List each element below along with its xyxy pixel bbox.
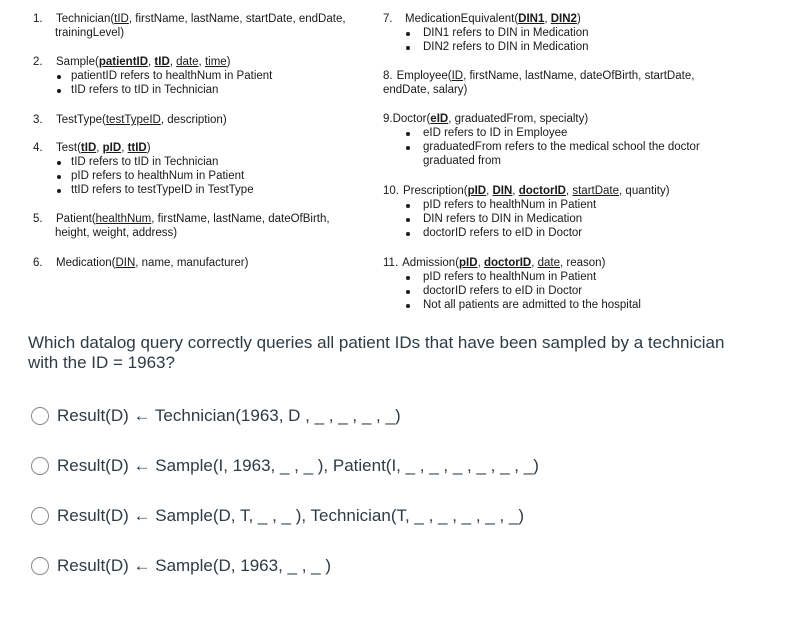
- signature-text: , firstName, lastName, dateOfBirth, startDate,: [463, 70, 695, 82]
- signature-text: , firstName, lastName, startDate, endDate,: [128, 13, 346, 25]
- foreign-key-note-continuation: graduated from: [423, 155, 501, 167]
- signature-text: Technician(: [56, 13, 115, 25]
- key-attribute: ID: [451, 70, 464, 82]
- key-attribute: pID: [467, 185, 487, 197]
- relation-signature: [33, 141, 254, 155]
- foreign-key-list: [33, 155, 254, 197]
- schema-item-1: [33, 12, 346, 40]
- key-attribute: patientID: [98, 56, 149, 68]
- signature-text: , quantity): [619, 185, 670, 197]
- foreign-key-note: DIN2 refers to DIN in Medication: [383, 40, 589, 54]
- relation-signature: [33, 12, 346, 26]
- key-attribute: tID: [114, 13, 129, 25]
- item-number: 7.: [383, 13, 393, 25]
- item-number: 3.: [33, 114, 43, 126]
- schema-item-5: [33, 212, 330, 240]
- signature-text: ,: [565, 185, 573, 197]
- foreign-key-note: DIN refers to DIN in Medication: [383, 212, 670, 226]
- relation-signature: [33, 55, 272, 69]
- item-number: 11.: [383, 257, 399, 269]
- answer-option-4[interactable]: [31, 554, 331, 578]
- signature-text: ,: [121, 142, 128, 154]
- radio-button[interactable]: [31, 407, 49, 425]
- key-attribute: pID: [102, 142, 122, 154]
- signature-text: , description): [160, 114, 227, 126]
- item-number: 4.: [33, 142, 43, 154]
- item-number: 9.: [383, 113, 393, 125]
- signature-text: ): [226, 56, 231, 68]
- foreign-key-note: ttID refers to testTypeID in TestType: [33, 183, 254, 197]
- signature-text: , firstName, lastName, dateOfBirth,: [151, 213, 330, 225]
- signature-text: ,: [477, 257, 484, 269]
- signature-text: Test(: [56, 142, 81, 154]
- key-attribute: healthNum: [95, 213, 152, 225]
- signature-continuation: height, weight, address): [55, 227, 178, 239]
- signature-text: ): [146, 142, 151, 154]
- relation-signature: [33, 113, 227, 127]
- signature-text: Medication(: [56, 257, 116, 269]
- key-attribute: startDate: [572, 185, 620, 197]
- signature-text: ): [576, 13, 581, 25]
- signature-text: , graduatedFrom, specialty): [448, 113, 589, 125]
- key-attribute: DIN1: [518, 13, 545, 25]
- answer-option-label: Result(D) ← Sample(D, T, _ , _ ), Technician(T, _ , _ , _ , _ , _): [57, 506, 525, 525]
- foreign-key-list: [383, 26, 589, 54]
- signature-continuation: endDate, salary): [383, 84, 468, 96]
- foreign-key-list: [33, 69, 272, 97]
- signature-text: Prescription(: [403, 185, 468, 197]
- key-attribute: pID: [459, 257, 478, 269]
- foreign-key-note: doctorID refers to eID in Doctor: [383, 284, 641, 298]
- foreign-key-note: eID refers to ID in Employee: [383, 126, 700, 140]
- relation-signature: [383, 256, 641, 270]
- foreign-key-list: [383, 198, 670, 240]
- foreign-key-note: doctorID refers to eID in Doctor: [383, 226, 670, 240]
- foreign-key-list: [383, 126, 700, 168]
- signature-text: Patient(: [56, 213, 96, 225]
- signature-text: Sample(: [56, 56, 99, 68]
- radio-button[interactable]: [31, 457, 49, 475]
- answer-option-1[interactable]: [31, 404, 401, 428]
- schema-item-7: [383, 12, 589, 54]
- item-number: 6.: [33, 257, 43, 269]
- key-attribute: doctorID: [518, 185, 566, 197]
- schema-item-3: [33, 113, 227, 127]
- schema-item-10: [383, 184, 670, 240]
- schema-item-9: [383, 112, 700, 168]
- signature-text: Employee(: [396, 70, 452, 82]
- signature-text: Admission(: [402, 257, 460, 269]
- key-attribute: DIN2: [550, 13, 577, 25]
- answer-option-label: Result(D) ← Sample(D, 1963, _ , _ ): [57, 556, 331, 575]
- answer-option-3[interactable]: [31, 504, 524, 528]
- signature-text: ,: [198, 56, 205, 68]
- foreign-key-note: pID refers to healthNum in Patient: [383, 198, 670, 212]
- answer-option-label: Result(D) ← Technician(1963, D , _ , _ , _ , _): [57, 406, 401, 425]
- relation-signature: [33, 256, 248, 270]
- signature-text: ,: [531, 257, 538, 269]
- item-number: 5.: [33, 213, 43, 225]
- schema-item-8: [383, 69, 694, 97]
- key-attribute: tID: [80, 142, 97, 154]
- question-text: Which datalog query correctly queries all patient IDs that have been sampled by a technician with the ID = 1963?: [28, 333, 725, 372]
- signature-text: ,: [96, 142, 103, 154]
- schema-item-6: [33, 256, 248, 270]
- signature-text: ,: [486, 185, 493, 197]
- item-number: 10.: [383, 185, 399, 197]
- key-attribute: date: [537, 257, 561, 269]
- key-attribute: tID: [154, 56, 170, 68]
- key-attribute: testTypeID: [105, 114, 161, 126]
- foreign-key-note: patientID refers to healthNum in Patient: [33, 69, 272, 83]
- foreign-key-note: pID refers to healthNum in Patient: [383, 270, 641, 284]
- foreign-key-list: [383, 270, 641, 312]
- foreign-key-note: pID refers to healthNum in Patient: [33, 169, 254, 183]
- schema-item-11: [383, 256, 641, 312]
- signature-text: ,: [512, 185, 519, 197]
- signature-text: , name, manufacturer): [135, 257, 249, 269]
- radio-button[interactable]: [31, 507, 49, 525]
- relation-signature: [383, 69, 694, 83]
- radio-button[interactable]: [31, 557, 49, 575]
- signature-text: TestType(: [56, 114, 106, 126]
- signature-text: MedicationEquivalent(: [405, 13, 519, 25]
- schema-item-2: [33, 55, 272, 97]
- signature-text: ,: [148, 56, 155, 68]
- relation-signature: [383, 12, 589, 26]
- signature-continuation: trainingLevel): [55, 27, 125, 39]
- foreign-key-note: tID refers to tID in Technician: [33, 155, 254, 169]
- signature-text: ,: [544, 13, 551, 25]
- item-number: 8.: [383, 70, 393, 82]
- foreign-key-note: graduatedFrom refers to the medical school the doctor: [383, 140, 700, 154]
- key-attribute: doctorID: [483, 257, 532, 269]
- foreign-key-note: Not all patients are admitted to the hospital: [383, 298, 641, 312]
- key-attribute: date: [176, 56, 199, 68]
- key-attribute: eID: [430, 113, 449, 125]
- foreign-key-note: tID refers to tID in Technician: [33, 83, 272, 97]
- key-attribute: ttID: [127, 142, 147, 154]
- relation-signature: [33, 212, 330, 226]
- foreign-key-note: DIN1 refers to DIN in Medication: [383, 26, 589, 40]
- relation-signature: [383, 184, 670, 198]
- answer-option-label: Result(D) ← Sample(I, 1963, _ , _ ), Patient(I, _ , _ , _ , _ , _ , _): [57, 456, 539, 475]
- schema-item-4: [33, 141, 254, 197]
- key-attribute: DIN: [492, 185, 513, 197]
- key-attribute: time: [204, 56, 227, 68]
- item-number: 1.: [33, 13, 43, 25]
- answer-option-2[interactable]: [31, 454, 539, 478]
- signature-text: ,: [169, 56, 177, 68]
- key-attribute: DIN: [115, 257, 136, 269]
- relation-signature: [383, 112, 700, 126]
- signature-text: , reason): [560, 257, 606, 269]
- signature-text: Doctor(: [392, 113, 431, 125]
- item-number: 2.: [33, 56, 43, 68]
